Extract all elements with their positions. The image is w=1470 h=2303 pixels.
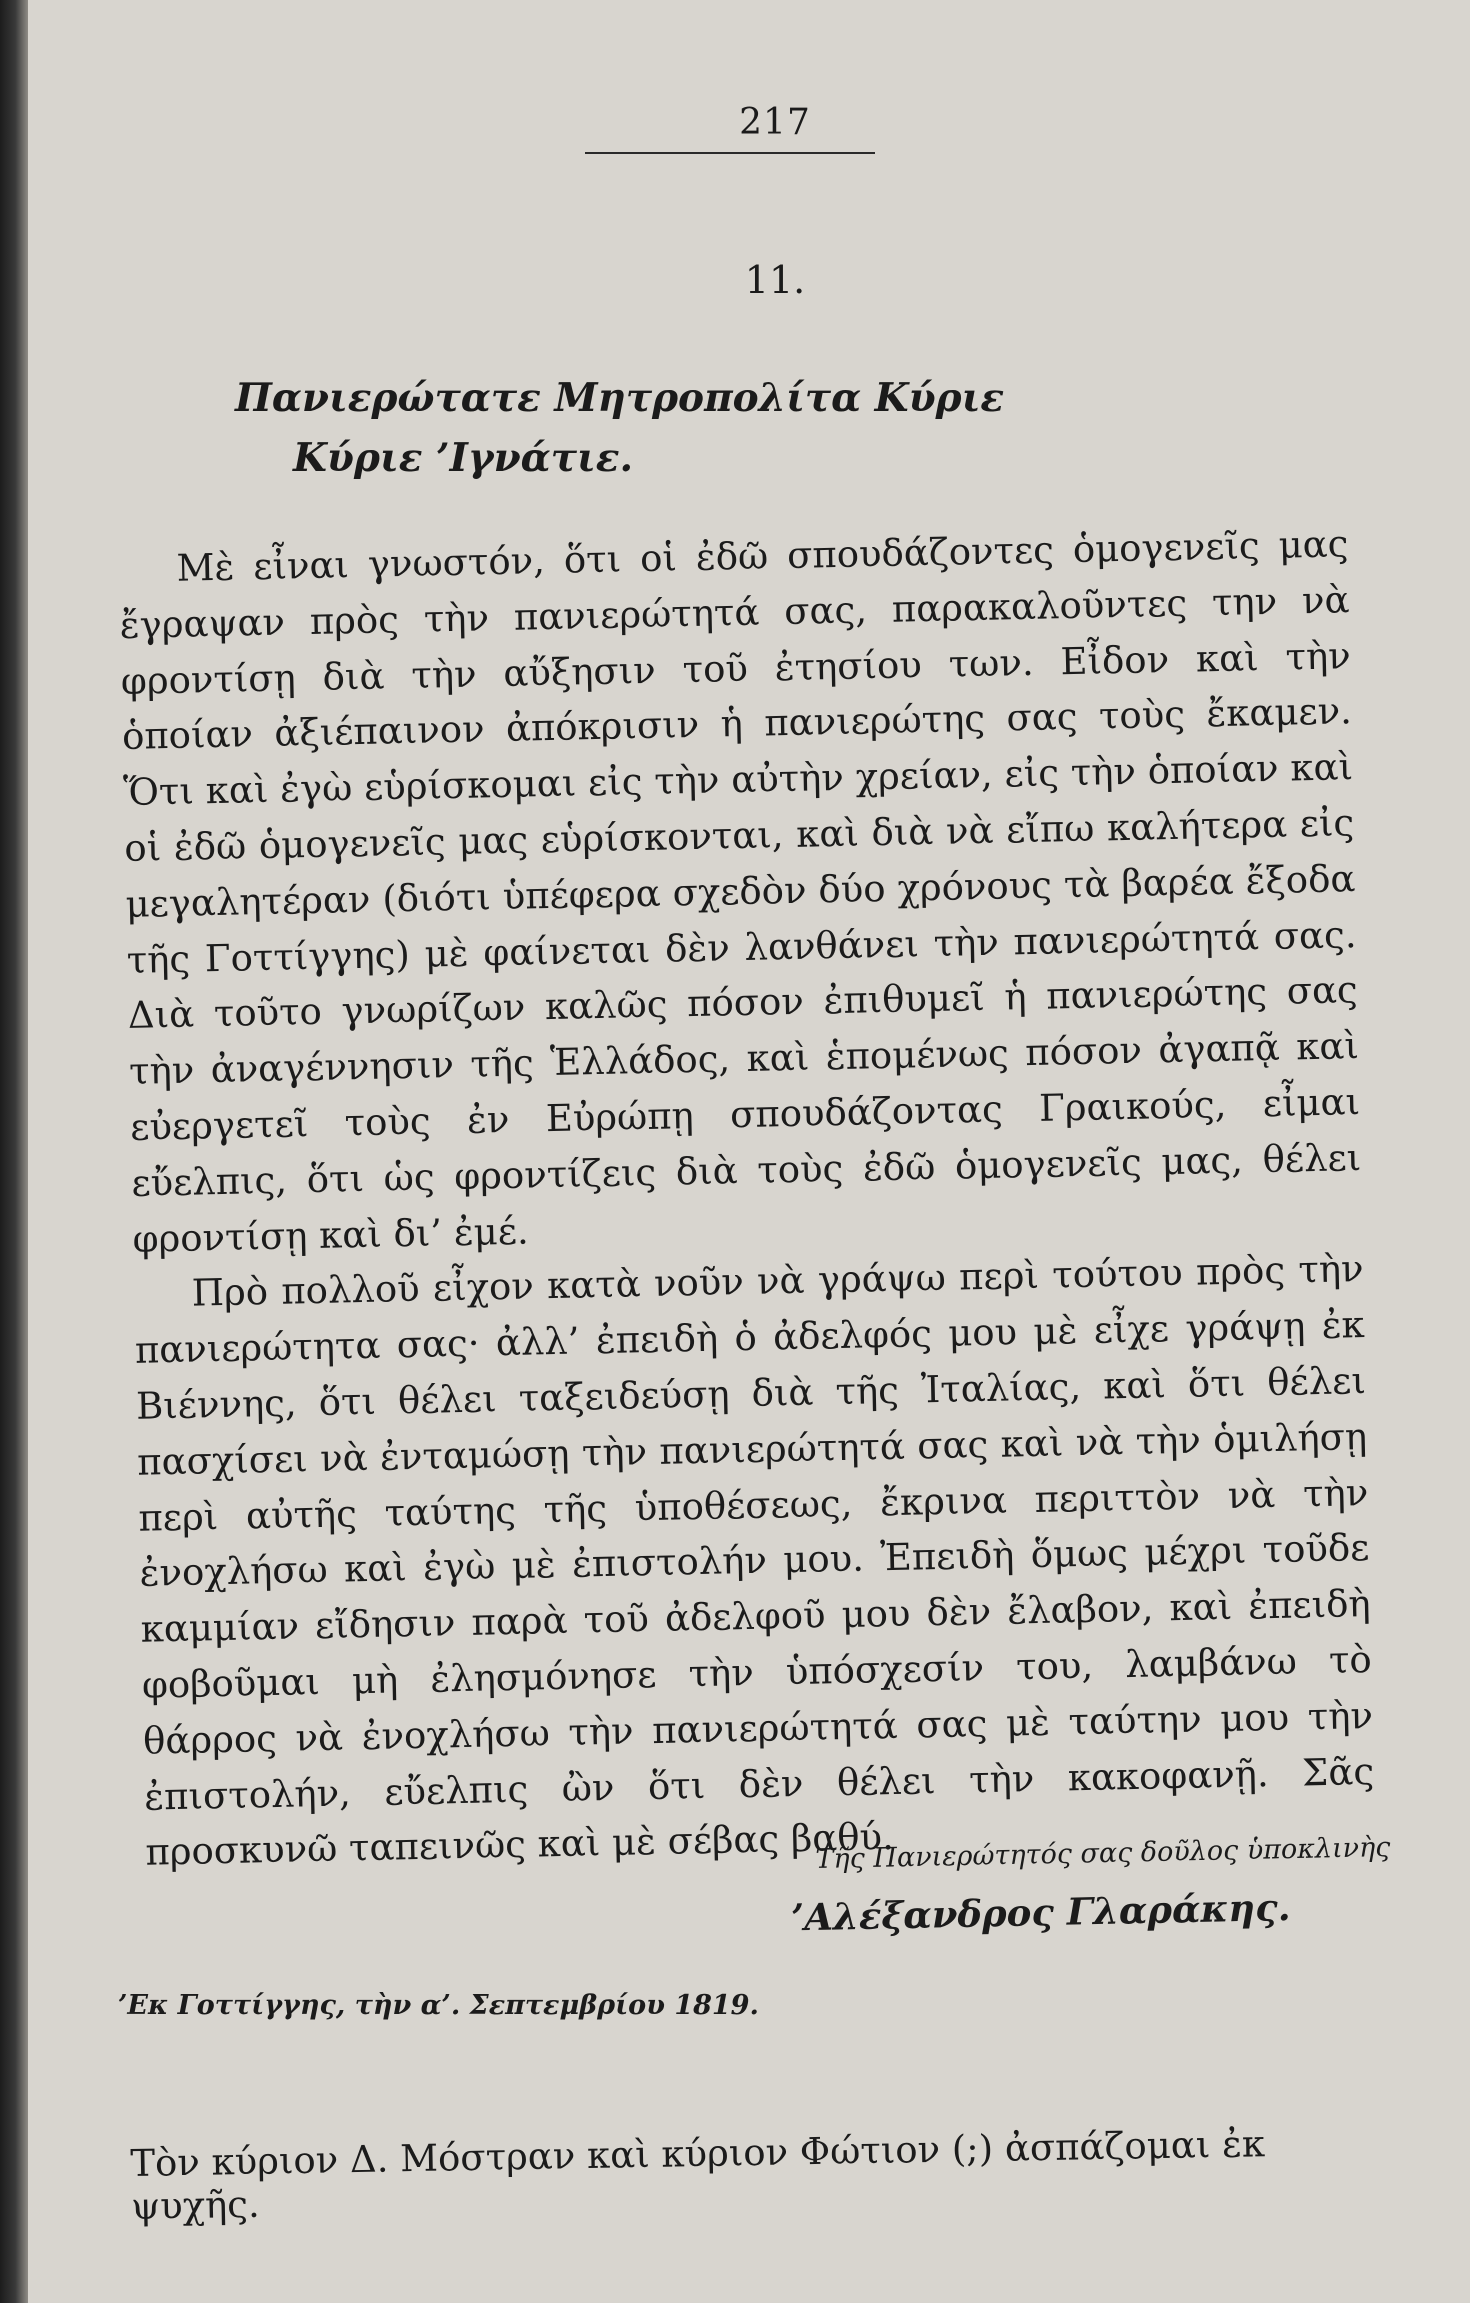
paragraph-2: Πρὸ πολλοῦ εἶχον κατὰ νοῦν νὰ γράψω περὶ τούτου πρὸς τὴν πανιερώτητα σας· ἀλλ’ ἐπειδὴ ὁ ἀδελφός μου μὲ εἶχε γράψῃ ἐκ Βιέννης, ὅτι θέλει ταξειδεύσῃ διὰ τῆς Ἰταλίας, καὶ ὅτι θέλει πασχίσει νὰ ἐνταμώσῃ τὴν πανιερώτητά σας καὶ νὰ τὴν ὁμιλήσῃ περὶ αὐτῆς ταύτης τῆς ὑποθέσεως, ἔκρινα περιττὸν νὰ τὴν ἐνοχλήσω καὶ ἐγὼ μὲ ἐπιστολήν μου. Ἐπειδὴ ὅμως μέχρι τοῦδε καμμίαν εἴδησιν παρὰ τοῦ ἀδελφοῦ μου δὲν ἔλαβον, καὶ ἐπειδὴ φοβοῦμαι μὴ ἐλησμόνησε τὴν ὑπόσχεσίν του, λαμβάνω τὸ θάρρος νὰ ἐνοχλήσω τὴν πανιερώτητά σας μὲ ταύτην μου τὴν ἐπιστολήν, εὔελπις ὢν ὅτι δὲν θέλει τὴν κακοφανῇ. Σᾶς προσκυνῶ ταπεινῶς καὶ μὲ σέβας βαθύ. (134, 1247, 1375, 1875)
salutation-line-1: Πανιερώτατε Μητροπολίτα Κύριε (235, 375, 1005, 421)
postscript: Τὸν κύριον Δ. Μόστραν καὶ κύριον Φώτιον (;) ἀσπάζομαι ἐκ ψυχῆς. (130, 2122, 1266, 2228)
page-content (90, 0, 1470, 2303)
page-number: 217 (739, 102, 811, 143)
salutation (235, 368, 1335, 488)
dateline: ’Εκ Γοττίγγης, τὴν α’. Σεπτεμβρίου 1819. (118, 1990, 759, 2021)
binding-edge (0, 0, 28, 2303)
signature: ’Αλέξανδρος Γλαράκης. (790, 1885, 1291, 1940)
header-rule (585, 152, 875, 154)
letter-body (118, 516, 1376, 1881)
signoff: Τῆς Πανιερώτητός σας δοῦλος ὑποκλινὴς (815, 1832, 1391, 1876)
salutation-line-2: Κύριε ’Ιγνάτιε. (293, 435, 634, 481)
paragraph-1: Μὲ εἶναι γνωστόν, ὅτι οἱ ἐδῶ σπουδάζοντες ὁμογενεῖς μας ἔγραψαν πρὸς τὴν πανιερώτητά σας, παρακαλοῦντες την νὰ φροντίσῃ διὰ τὴν αὔξησιν τοῦ ἐτησίου των. Εἶδον καὶ τὴν ὁποίαν ἀξιέπαινον ἀπόκρισιν ἡ πανιερώτης σας τοὺς ἔκαμεν. Ὅτι καὶ ἐγὼ εὑρίσκομαι εἰς τὴν αὐτὴν χρείαν, εἰς τὴν ὁποίαν καὶ οἱ ἐδῶ ὁμογενεῖς μας εὑρίσκονται, καὶ διὰ νὰ εἴπω καλήτερα εἰς μεγαλητέραν (διότι ὑπέφερα σχεδὸν δύο χρόνους τὰ βαρέα ἔξοδα τῆς Γοττίγγης) μὲ φαίνεται δὲν λανθάνει τὴν πανιερώτητά σας. Διὰ τοῦτο γνωρίζων καλῶς πόσον ἐπιθυμεῖ ἡ πανιερώτης σας τὴν ἀναγέννησιν τῆς Ἑλλάδος, καὶ ἑπομένως πόσον ἀγαπᾷ καὶ εὐεργετεῖ τοὺς ἐν Εὐρώπῃ σπουδάζοντας Γραικούς, εἶμαι εὔελπις, ὅτι ὡς φροντίζεις διὰ τοὺς ἐδῶ ὁμογενεῖς μας, θέλει φροντίσῃ καὶ δι’ ἐμέ. (119, 522, 1362, 1261)
letter-number: 11. (744, 258, 806, 302)
